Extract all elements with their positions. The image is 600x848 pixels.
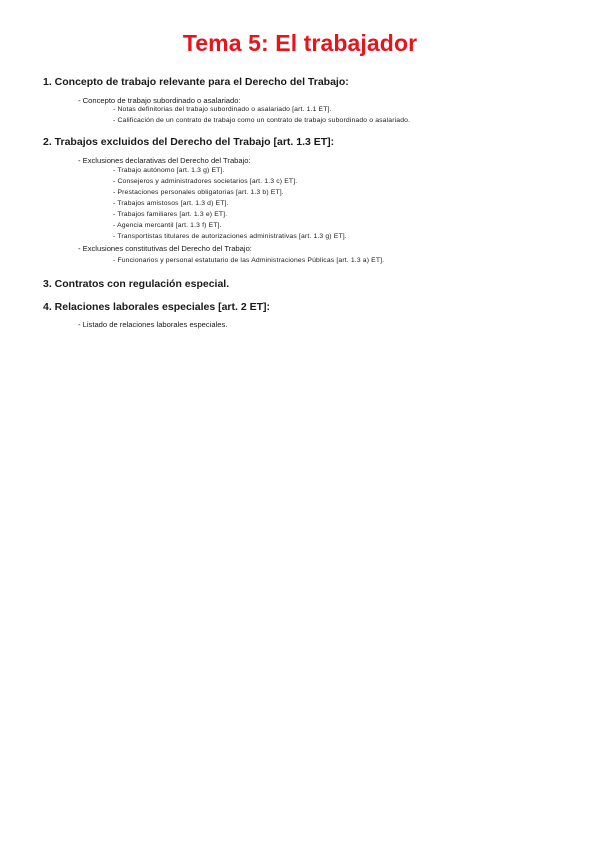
subitem-agencia-mercantil: - Agencia mercantil [art. 1.3 f) ET]. <box>113 222 222 229</box>
subitem-prestaciones-personales: - Prestaciones personales obligatorias [art. 1.3 b) ET]. <box>113 189 284 196</box>
subitem-funcionarios: - Funcionarios y personal estatutario de las Administraciones Públicas [art. 1.3 a) ET]. <box>113 257 385 264</box>
section-heading-3: 3. Contratos con regulación especial. <box>43 278 230 290</box>
section-heading-4: 4. Relaciones laborales especiales [art. 2 ET]: <box>43 301 271 313</box>
subitem-consejeros: - Consejeros y administradores societarios [art. 1.3 c) ET]. <box>113 178 298 185</box>
subitem-trabajo-autonomo: - Trabajo autónomo [art. 1.3 g) ET]. <box>113 167 225 174</box>
list-item-exclusiones-declarativas: - Exclusiones declarativas del Derecho del Trabajo: <box>78 156 251 165</box>
subitem-calificacion-contrato: - Calificación de un contrato de trabajo como un contrato de trabajo subordinado o asalariado. <box>113 117 411 124</box>
page-title: Tema 5: El trabajador <box>182 30 418 56</box>
list-item-concepto-trabajo-subordinado: - Concepto de trabajo subordinado o asalariado: <box>78 96 241 105</box>
list-item-listado-relaciones: - Listado de relaciones laborales especiales. <box>78 320 228 329</box>
list-item-exclusiones-constitutivas: - Exclusiones constitutivas del Derecho del Trabajo: <box>78 244 252 253</box>
subitem-trabajos-familiares: - Trabajos familiares [art. 1.3 e) ET]. <box>113 211 228 218</box>
section-heading-1: 1. Concepto de trabajo relevante para el Derecho del Trabajo: <box>43 76 349 88</box>
subitem-transportistas: - Transportistas titulares de autorizaciones administrativas [art. 1.3 g) ET]. <box>113 233 347 240</box>
section-heading-2: 2. Trabajos excluidos del Derecho del Trabajo [art. 1.3 ET]: <box>43 136 335 148</box>
subitem-notas-definitorias: - Notas definitorias del trabajo subordinado o asalariado [art. 1.1 ET]. <box>113 106 332 113</box>
subitem-trabajos-amistosos: - Trabajos amistosos [art. 1.3 d) ET]. <box>113 200 229 207</box>
